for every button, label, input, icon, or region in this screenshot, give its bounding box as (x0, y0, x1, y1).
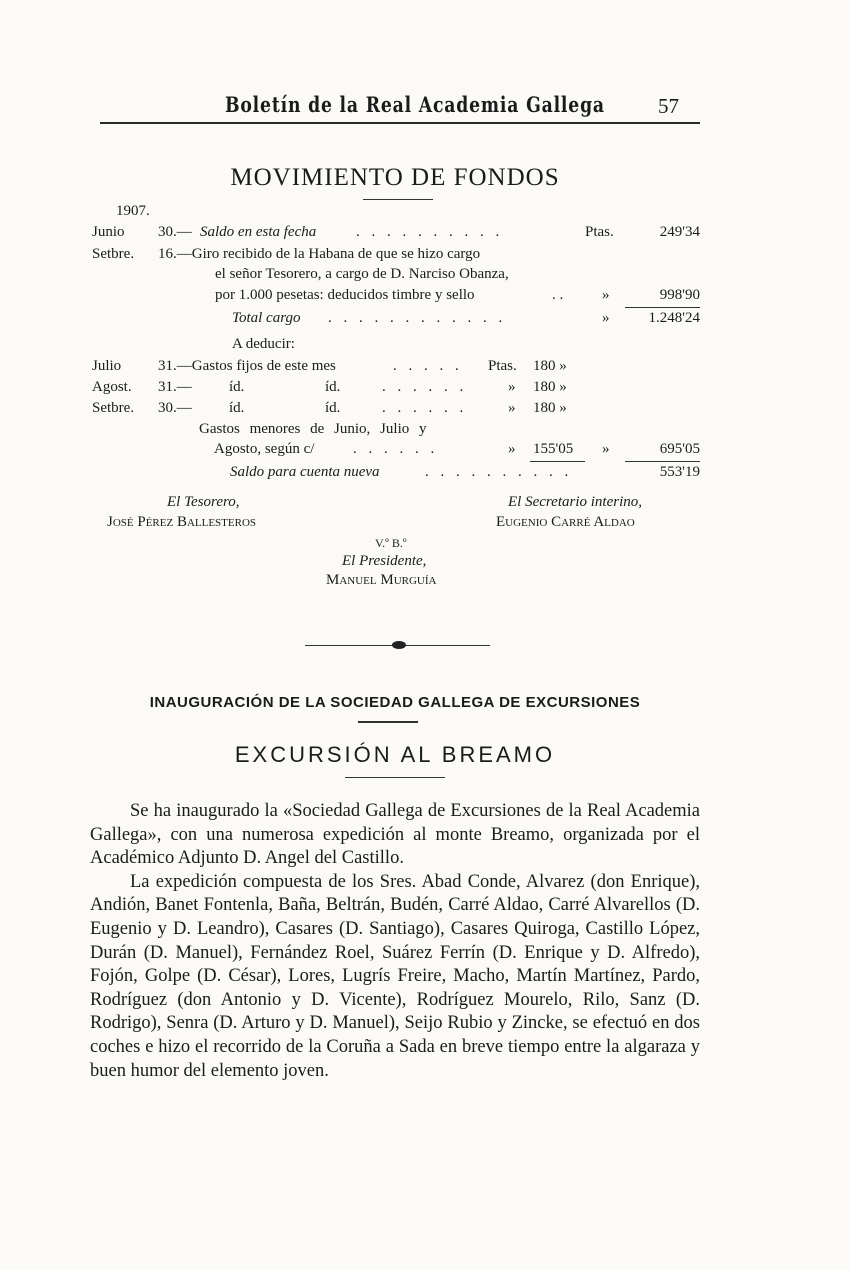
ledger-dots: . . . . . (393, 358, 463, 374)
ledger-desc: Saldo en esta fecha (200, 224, 317, 240)
ledger-amount: 695'05 (659, 441, 700, 457)
ledger-mark: » (602, 287, 610, 303)
ledger-mark: » (602, 310, 610, 326)
ledger-mark: » (508, 379, 516, 395)
ledger-entry: 30.— (158, 224, 192, 240)
fondos-title: MOVIMIENTO DE FONDOS (230, 164, 560, 191)
article-heading: INAUGURACIÓN DE LA SOCIEDAD GALLEGA DE EXCURSIONES (149, 694, 641, 711)
ledger-subamount: 180 » (533, 400, 567, 416)
ledger-currency: Ptas. (488, 358, 517, 374)
ledger-amount: 249'34 (659, 224, 700, 240)
ledger-desc: Agosto, según c/ (214, 441, 315, 457)
ledger-currency: Ptas. (585, 224, 614, 240)
ledger-month: Julio (92, 358, 122, 374)
ledger-dots: . . . . . . . . . . (356, 224, 504, 240)
ledger-entry: 30.— (158, 400, 192, 416)
ledger-entry: 16.—Giro recibido de la Habana de que se hizo cargo (158, 246, 481, 262)
divider-ornament (392, 641, 406, 649)
ledger-desc: Gastos menores de Junio, Julio y (199, 421, 427, 437)
tesorero-name: José Pérez Ballesteros (107, 514, 257, 530)
sum-rule (625, 307, 700, 308)
visto-bueno: V.º B.º (375, 536, 407, 550)
heading-rule (358, 721, 418, 723)
ledger-id: íd. (325, 379, 341, 395)
ledger-month: Setbre. (92, 400, 135, 416)
ledger-dots: . . . . . . . . . . (425, 464, 573, 480)
ledger-dots: . . . . . . . . . . . . (328, 310, 507, 326)
sum-rule (625, 461, 700, 462)
paragraph: Se ha inaugurado la «Sociedad Gallega de Excursiones de la Real Academia Gallega», con una numerosa expedición al monte Breamo, organizada por el Académico Adjunto D. Angel del Castillo. (90, 801, 700, 869)
ledger-mark: » (602, 441, 610, 457)
ledger-subamount: 180 » (533, 358, 567, 374)
running-header: Boletín de la Real Academia Gallega (225, 92, 605, 117)
ledger-desc: el señor Tesorero, a cargo de D. Narciso Obanza, (215, 266, 509, 282)
ledger-id: íd. (229, 379, 245, 395)
presidente-title: El Presidente, (342, 553, 427, 569)
secretario-name: Eugenio Carré Aldao (496, 514, 635, 530)
page-number: 57 (658, 94, 679, 118)
header-rule (100, 122, 700, 124)
sum-rule (530, 461, 585, 462)
tesorero-title: El Tesorero, (167, 494, 240, 510)
ledger-month: Junio (92, 224, 125, 240)
ledger-mark: » (508, 441, 516, 457)
ledger-dots: . . . . . . (353, 441, 439, 457)
ledger-total-amount: 1.248'24 (648, 310, 700, 326)
ledger-total-label: Total cargo (232, 310, 301, 326)
ledger-subamount: 180 » (533, 379, 567, 395)
title-rule (345, 777, 445, 778)
fondos-title-rule (363, 199, 433, 200)
ledger-dots: . . (552, 287, 564, 303)
ledger-dots: . . . . . . (382, 379, 468, 395)
ledger-amount: 998'90 (659, 287, 700, 303)
ledger-entry: 31.— (158, 379, 192, 395)
ledger-saldo-amount: 553'19 (659, 464, 700, 480)
article-title: EXCURSIÓN AL BREAMO (234, 742, 556, 767)
ledger-dots: . . . . . . (382, 400, 468, 416)
article-body (90, 800, 700, 1083)
ledger-entry: 31.—Gastos fijos de este mes (158, 358, 336, 374)
presidente-name: Manuel Murguía (326, 572, 437, 588)
ledger-month: Agost. (92, 379, 132, 395)
paragraph: La expedición compuesta de los Sres. Abad Conde, Alvarez (don Enrique), Andión, Banet Fontenla, Baña, Beltrán, Budén, Carré Aldao, Carré Alvarellos (D. Eugenio y D. Leandro), Casares (D. Santiago), Casares Quiroga, Castillo López, Durán (D. Manuel), Fernández Roel, Suárez Ferrín (D. Enrique y D. Alfredo), Fojón, Golpe (D. César), Lores, Lugrís Freire, Macho, Martín Martínez, Pardo, Rodríguez (don Antonio y D. Vicente), Rodríguez Mourelo, Rilo, Sanz (D. Rodrigo), Senra (D. Arturo y D. Manuel), Seijo Rubio y Zincke, se efectuó en dos coches e hizo el recorrido de la Coruña a Sada en breve tiempo entre la algaraza y buen humor del elemento joven. (90, 871, 700, 1081)
ledger-deducir: A deducir: (232, 336, 295, 352)
ledger-mark: » (508, 400, 516, 416)
ledger-saldo-label: Saldo para cuenta nueva (230, 464, 380, 480)
ledger-desc: por 1.000 pesetas: deducidos timbre y sello (215, 287, 475, 303)
ledger-month: Setbre. (92, 246, 135, 262)
ledger-subamount: 155'05 (533, 441, 574, 457)
secretario-title: El Secretario interino, (508, 494, 643, 510)
ledger-id: íd. (325, 400, 341, 416)
ledger-year: 1907. (116, 203, 150, 219)
ledger-id: íd. (229, 400, 245, 416)
